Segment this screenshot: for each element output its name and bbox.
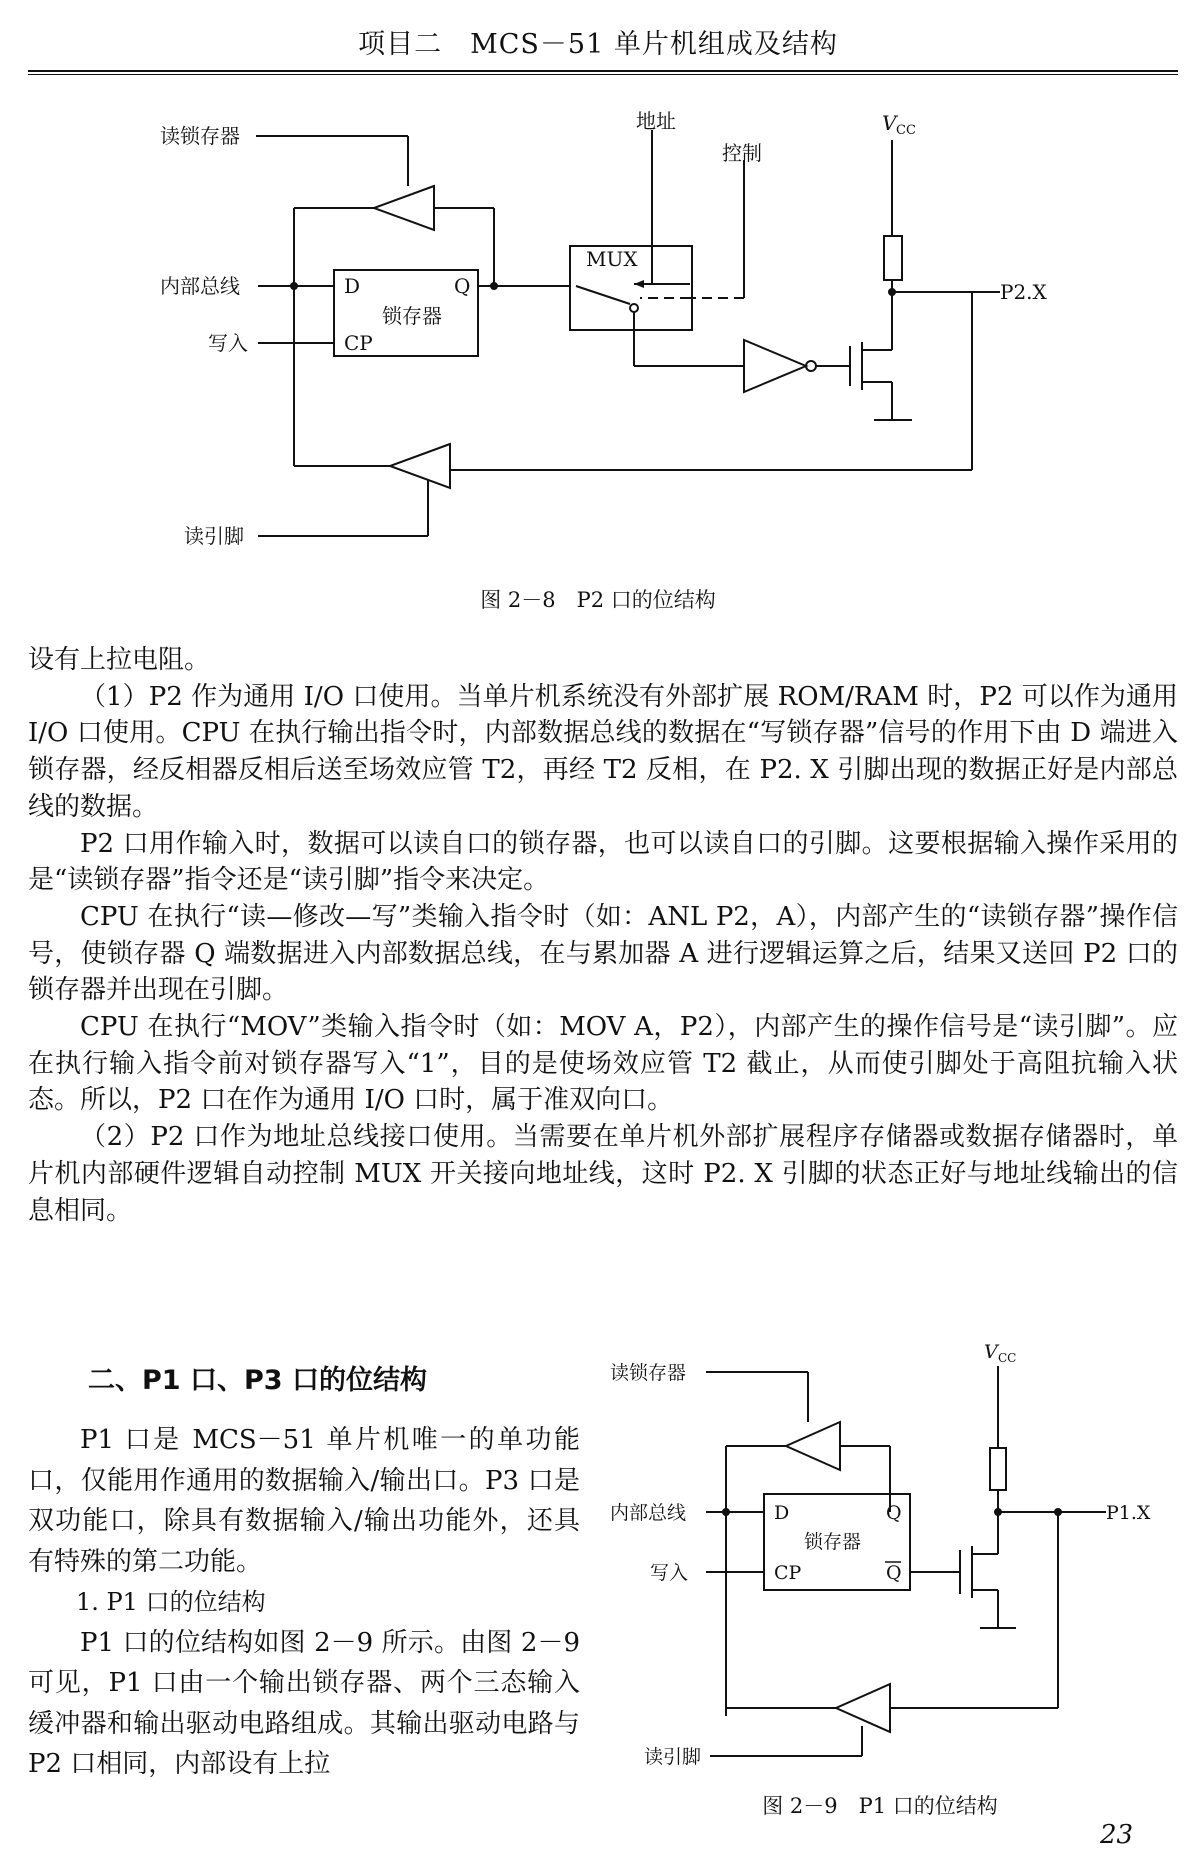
paragraph: CPU 在执行“读—修改—写”类输入指令时（如：ANL P2，A），内部产生的“读锁存器”操作信号，使锁存器 Q 端数据进入内部数据总线，在与累加器 A 进行逻辑运算之后，结果又送回 P2 口的锁存器并出现在引脚。 [28,901,1178,1006]
label-vcc-sub: CC [998,1351,1017,1365]
label-pin: P2.X [1000,280,1047,304]
label-write: 写入 [208,331,248,355]
section-title: 二、P1 口、P3 口的位结构 [88,1365,427,1396]
subsection-heading: 1. P1 口的位结构 [76,1588,266,1616]
label-internal-bus: 内部总线 [160,274,240,298]
label-qbar: Q [886,1562,902,1584]
label-latch: 锁存器 [804,1531,862,1553]
label-control: 控制 [722,141,762,165]
label-d: D [774,1502,790,1524]
label-vcc: V [984,1341,998,1363]
paragraph: P1 口的位结构如图 2－9 所示。由图 2－9可见，P1 口由一个输出锁存器、两个三态输入缓冲器和输出驱动电路组成。其输出驱动电路与 P2 口相同，内部设有上拉 [28,1627,580,1779]
label-write: 写入 [650,1562,689,1584]
label-read-latch: 读锁存器 [610,1362,687,1384]
running-header: 项目二 MCS－51 单片机组成及结构 [358,29,838,60]
label-cp: CP [774,1562,802,1584]
page-number: 23 [1100,1820,1134,1850]
paragraph: （1）P2 作为通用 I/O 口使用。当单片机系统没有外部扩展 ROM/RAM 时，P2 可以作为通用 I/O 口使用。CPU 在执行输出指令时，内部数据总线的数据在“写锁存器”信号的作用下由 D 端进入锁存器，经反相器反相后送至场效应管 T2，再经 T2 反相，在 P2. X 引脚出现的数据正好是内部总线的数据。 [28,681,1178,822]
label-mux: MUX [586,247,638,271]
label-q: Q [886,1502,902,1524]
label-cp: CP [344,331,373,355]
label-latch: 锁存器 [382,304,442,328]
figure-2-9-caption: 图 2－9 P1 口的位结构 [762,1794,998,1818]
junction-dot [722,1508,730,1516]
paragraph: CPU 在执行“MOV”类输入指令时（如：MOV A，P2），内部产生的操作信号是“读引脚”。应在执行输入指令前对锁存器写入“1”，目的是使场效应管 T2 截止，从而使引脚处于高阻抗输入状态。所以，P2 口在作为通用 I/O 口时，属于准双向口。 [28,1012,1178,1116]
label-address: 地址 [636,109,676,133]
label-vcc: V [882,111,897,135]
column-text [28,1420,580,1785]
junction-dot [1054,1508,1062,1516]
label-q: Q [454,274,471,298]
label-vcc-sub: CC [896,123,916,138]
label-read-pin: 读引脚 [184,524,244,548]
paragraph: 设有上拉电阻。 [28,645,211,675]
label-read-latch: 读锁存器 [160,124,240,148]
label-d: D [344,274,361,298]
junction-dot [888,288,896,296]
paragraph: P1 口是 MCS－51 单片机唯一的单功能口，仅能用作通用的数据输入/输出口。P3 口是双功能口，除具有数据输入/输出功能外，还具有特殊的第二功能。 [28,1425,580,1577]
junction-dot [290,282,298,290]
figure-2-9-circuit [600,1336,1160,1776]
label-read-pin: 读引脚 [644,1746,702,1768]
paragraph: （2）P2 口作为地址总线接口使用。当需要在单片机外部扩展程序存储器或数据存储器时，单片机内部硬件逻辑自动控制 MUX 开关接向地址线，这时 P2. X 引脚的状态正好与地址线输出的信息相同。 [28,1122,1178,1226]
label-internal-bus: 内部总线 [610,1502,687,1524]
figure-2-8-circuit [0,0,1196,600]
paragraph: P2 口用作输入时，数据可以读自口的锁存器，也可以读自口的引脚。这要根据输入操作采用的是“读锁存器”指令还是“读引脚”指令来决定。 [28,828,1178,896]
junction-dot [490,282,498,290]
label-pin: P1.X [1106,1502,1151,1524]
figure-2-8-caption: 图 2－8 P2 口的位结构 [480,588,716,612]
junction-dot [994,1508,1002,1516]
body-text [28,642,1178,1229]
